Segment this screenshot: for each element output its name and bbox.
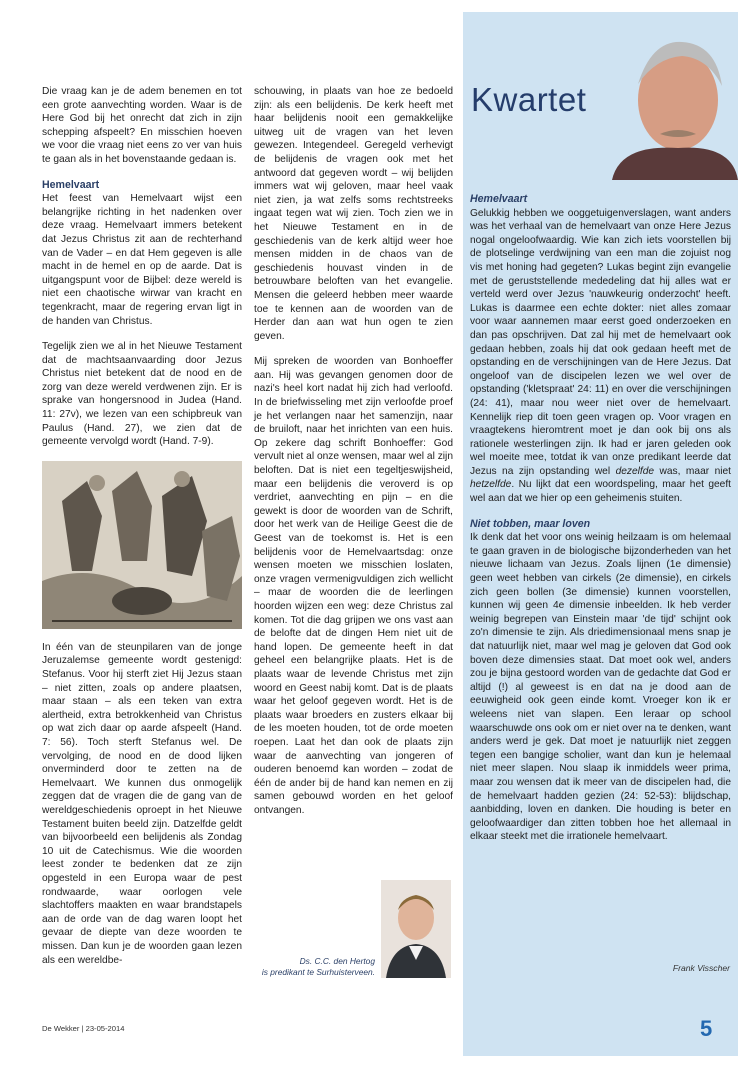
author-role: is predikant te Surhuisterveen. — [261, 967, 375, 977]
sidebar-paragraph-text: Gelukkig hebben we ooggetuigenverslagen, want anders was het verhaal van de hemelvaart van onze Here Jezus nogal ongeloofwaardig. Wie kan zich iets voorstellen bij de plotselinge verdwijning van een man die zojuist nog vis met honing had gegeten? Lukas begint zijn evangelie met de geruststellende mededeling dat hij alles wat er verteld werd over Jezus 'nauwkeurig onderzocht' heeft. Lukas is daarmee een echte dokter: niet alles zomaar voor waar aannemen maar eerst goed onderzoeken en dan pas opschrijven. Dat zal hij met de hemelvaart ook gedaan hebben, zoals hij dat ook gedaan heeft met de opstanding en de verschijningen van de Here Jezus. Dat ongeloof van de discipelen lezen we wel over de opstanding ('kletspraat' 24: 11) en over die verschijningen (24: 41), maar nou weer niet over de hemelvaart. Kennelijk riep dit toen geen vragen op. Voor vragen en vraagtekens hieromtrent moet je dan ook bij ons als rationele westerlingen zijn. Ik had er jaren geleden ook wel moeite mee, totdat ik van onze predikant leerde dat Jezus na zijn opstanding wel — [470, 207, 731, 477]
author-name: Ds. C.C. den Hertog — [299, 956, 375, 966]
sidebar-paragraph — [470, 207, 731, 506]
emphasis-dezelfde: dezelfde — [615, 465, 655, 477]
sidebar-paragraph-text: was, maar niet — [654, 465, 731, 477]
portrait-illustration — [612, 22, 738, 180]
stoning-of-stephen-engraving — [42, 461, 242, 629]
author-portrait-visscher — [612, 22, 738, 180]
engraving-illustration — [42, 461, 242, 629]
sidebar-signature: Frank Visscher — [672, 963, 730, 973]
sidebar-article — [470, 193, 731, 856]
page-number: 5 — [700, 1016, 713, 1041]
sidebar-paragraph: Ik denk dat het voor ons weinig heilzaam is om helemaal te gaan graven in de biologische bijzonderheden van het nieuwe lichaam van Jezus. Zoals lijnen (1e dimensie) geen weet hebben van cirkels (2e dimensie), en cirkels zich geen bollen (3e dimensie) kunnen voorstellen, kunnen wij geen 4e dimensie inbeelden. Ik heb verder weinig begrepen van Einstein maar 'de tijd' schijnt ook zo'n dimensie te zijn. Als driedimensionaal mens snap je dat natuurlijk niet, maar wel mag je geloven dat God ook boven deze dimensies staat. Dat moet ook wel, anders zou je bijna gestoord worden van de gedachte dat God er altijd (!) al geweest is en dat na je dood aan de eeuwigheid ook geen einde komt. Vroeger kon ik er weleens niet van slapen. Een leraar op school waarschuwde ons ook om er niet over na te denken, want anders werd je gek. Dat moet je natuurlijk niet zeggen tegen een bangige scholier, want dan kun je helemaal niet meer slapen. Nou slaap ik inmiddels weer prima, maar zou wensen dat ik meer van de discipelen had, die de hemelvaart hadden gezien (24: 52-53): blijdschap, aanbidding, loven en danken. Die houding is beter en geloofwaardiger dan zitten tobben hoe het allemaal in elkaar steekt met die irrationele hemelvaart. — [470, 532, 731, 843]
article-paragraph: Mij spreken de woorden van Bonhoeffer aan. Hij was gevangen genomen door de nazi's heel kort nadat hij zich had verloofd. In de briefwisseling met zijn verloofde proef je het verlangen naar het samenzijn, naar de bruiloft, naar het inrichten van een huis. Op zekere dag schrift Bonhoeffer: God vervult niet al onze wensen, maar wel al zijn beloften. Dat is niet een tegeltjeswijsheid, maar een belijdenis die veroverd is op verdriet, aanvechting en pijn – en die gewekt is door de woorden van de Schrift, door het werk van de Heilige Geest die de Geest van de toekomst is. Het is een belijdenis voor de Hemelvaartsdag: onze wensen moeten we misschien loslaten, onze vragen vermenigvuldigen zich wellicht – maar de woorden die de leerlingen hoorden wijzen een weg: deze Christus zal komen. Tot die dag grijpen we ons vast aan de belofte dat de dingen Hem niet uit de hand lopen. De gemeente heeft in dat geheel een belangrijke plaats. Het is de plaats waar de levende Christus met zijn woord en Geest nabij komt. Dat is de plaats waar het geloof gegeven wordt. Het is de plaats waar broeders en zusters elkaar bij de les moeten houden, tot de orde moeten roepen. Laat het dan ook de plaats zijn waar de aanvechting van jongeren of ouderen benoemd kan worden – zodat de één de ander bij de hand kan nemen en zij samen gebouwd worden en het geloof ontvangen. — [254, 356, 453, 816]
author-caption — [254, 956, 375, 978]
article-column-left — [42, 85, 242, 979]
sidebar-heading-hemelvaart: Hemelvaart — [470, 193, 528, 205]
author-portrait-den-hertog — [381, 880, 451, 978]
section-heading-hemelvaart: Hemelvaart — [42, 178, 100, 191]
sidebar-paragraph-text: . Nu lijkt dat een woordspeling, maar het geeft wel aan dat we hier op een geheimenis stuiten. — [470, 479, 731, 505]
article-paragraph: Tegelijk zien we al in het Nieuwe Testament dat de machtsaanvaarding door Jezus Christus niet betekent dat de nood en de zorg van deze wereld verdwenen zijn. Er is sprake van hongersnood in Judea (Hand. 11: 27v), we lezen van een schipbreuk van Paulus (Hand. 27), we zien dat de gemeente vervolgd wordt (Hand. 7-9). — [42, 341, 242, 448]
footer-publication: De Wekker | 23-05-2014 — [42, 1024, 125, 1033]
article-column-right — [254, 85, 453, 829]
intro-paragraph: Die vraag kan je de adem benemen en tot een grote aanvechting worden. Waar is de Here God bij het onrecht dat zich in zijn schepping afspeelt? En misschien hoeven we voor die vraag niet eens zo ver van huis te gaan als in het bovenstaande gedaan is. — [42, 86, 242, 165]
sidebar-heading-niet-tobben: Niet tobben, maar loven — [470, 517, 591, 530]
article-paragraph: schouwing, in plaats van hoe ze bedoeld zijn: als een belijdenis. De kerk heeft met haar belijdenis nooit een gemakkelijke uitweg uit de vragen van het leven gewezen. Integendeel. Geregeld verhevigt de belijdenis de vragen ook met het antwoord dat gegeven wordt – wij belijden immers wat wij geloven, maar heel vaak niet zien, ja wat zelfs soms rechtstreeks ingaat tegen wat wij zien. Toch zien we in het Nieuwe Testament en in de geschiedenis van de kerk altijd weer hoe mensen midden in de chaos van de geschiedenis houvast vinden in de betrouwbare beloften van het evangelie. Mensen die geleerd hebben meer waarde toe te kennen aan de woorden van de Herder dan aan wat hun ogen te zien geven. — [254, 86, 453, 342]
article-paragraph: Het feest van Hemelvaart wijst een belangrijke richting in het nadenken over deze vraag. Hemelvaart immers betekent dat Jezus Christus zit aan de rechterhand van de Vader – en dat Hem gegeven is alle macht in de hemel en op de aarde. Dat is uitgangspunt voor de Bijbel: deze wereld is niet een chaotische wirwar van kracht en tegenkracht, maar de regering ervan ligt in de handen van Christus. — [42, 193, 242, 327]
portrait-illustration — [381, 880, 451, 978]
article-paragraph: In één van de steunpilaren van de jonge Jeruzalemse gemeente wordt gestenigd: Stefanus. Voor hij sterft ziet Hij Jezus staan – niet zitten, zoals op andere plaatsen, maar staan – als een teken van extra alertheid, extra betrokkenheid van Christus op wat zich daar op aarde afspeelt (Hand. 7: 56). Toch sterft Stefanus wel. De vervolging, de nood en de dood lijken onverminderd door te zetten na de Hemelvaart. We kunnen dus onmogelijk zeggen dat de vragen die de gang van de wereldgeschiedenis oproept in het Nieuwe Testament buiten beeld zijn. Datzelfde geldt van bijvoorbeeld een belijdenis als Zondag 10 uit de Catechismus. Wie die woorden leest zonder te bedenken dat ze zijn opgesteld in een Europa waar de pest rondwaarde, waar oorlogen vele slachtoffers maakten en waar brandstapels aan de orde van de dag waren loopt het gevaar de diepte van deze woorden te missen. Dan kun je de woorden gaan lezen als een wereldbe- — [42, 641, 242, 966]
emphasis-hetzelfde: hetzelfde — [470, 479, 512, 491]
sidebar-title: Kwartet — [471, 81, 587, 118]
